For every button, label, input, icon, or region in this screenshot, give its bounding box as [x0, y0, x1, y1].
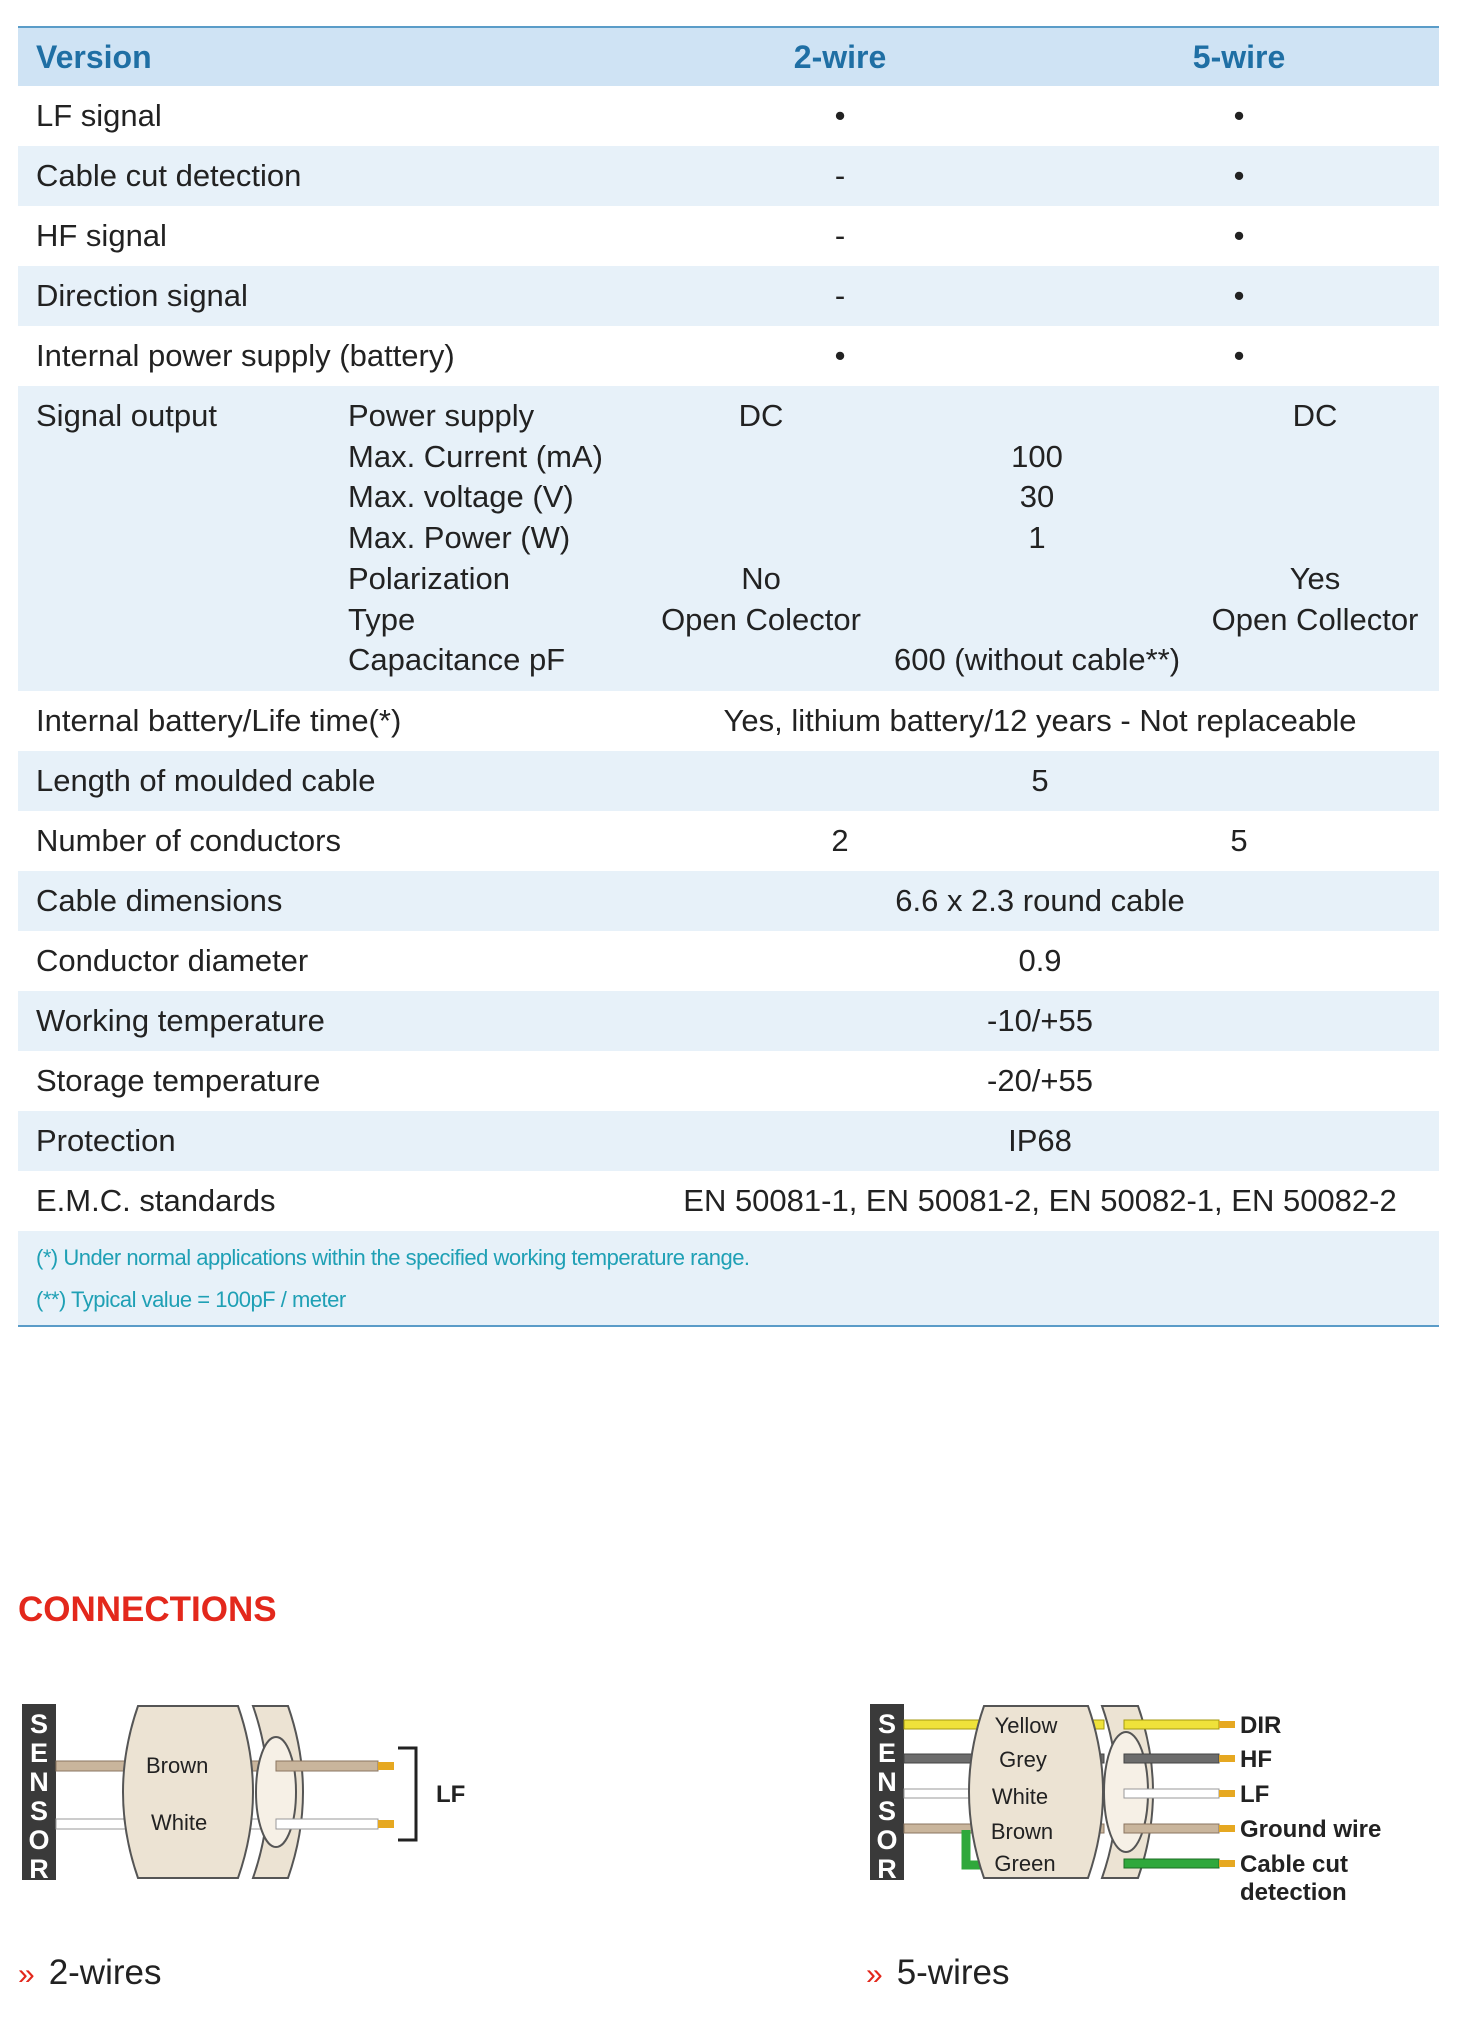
- cable-jacket: [123, 1706, 253, 1878]
- two-wire-diagram: [18, 1700, 498, 1890]
- table-row: LF signal • •: [36, 98, 1245, 133]
- type-line: Type Open Colector Open Collector: [348, 602, 1419, 637]
- signal-output-row: [18, 386, 1439, 691]
- wire-label-white: White: [991, 1784, 1049, 1809]
- polarization-line: Polarization No Yes: [348, 561, 1341, 596]
- param-name: Max. Power (W): [348, 520, 571, 555]
- param-name: Capacitance pF: [348, 642, 566, 677]
- sensor-letter: R: [877, 1854, 897, 1884]
- footnote-capacitance: (**) Typical value = 100pF / meter: [36, 1287, 346, 1312]
- sensor-letter: S: [877, 1796, 897, 1826]
- row-label: Working temperature: [36, 1003, 325, 1038]
- spec-table: [18, 26, 1439, 1327]
- row-label: Conductor diameter: [36, 943, 309, 978]
- param-name: Polarization: [348, 561, 510, 596]
- table-row: Internal battery/Life time(*) Yes, lithium battery/12 years - Not replaceable: [36, 703, 1357, 738]
- table-row: Conductor diameter 0.9: [36, 943, 1062, 978]
- power-supply-line: Power supply DC DC: [348, 398, 1338, 433]
- param-name: Max. voltage (V): [348, 479, 574, 514]
- param-name: Max. Current (mA): [348, 439, 603, 474]
- sensor-letter: O: [28, 1825, 50, 1855]
- sensor-letter: R: [29, 1854, 49, 1884]
- sensor-letter: N: [877, 1767, 897, 1797]
- table-row: Number of conductors 2 5: [36, 823, 1248, 858]
- connections-title: CONNECTIONS: [18, 1590, 277, 1629]
- caption-text: 5-wires: [896, 1953, 1010, 1992]
- wire-label-yellow: Yellow: [994, 1713, 1058, 1738]
- max-voltage-line: Max. voltage (V) 30: [348, 479, 1055, 514]
- caption-5-wires: [866, 1953, 1009, 1993]
- caption-2-wires: [18, 1953, 161, 1993]
- header-version: Version: [36, 38, 152, 75]
- footnote-battery: (*) Under normal applications within the specified working temperature range.: [36, 1245, 750, 1270]
- table-row: Length of moulded cable 5: [18, 751, 1439, 811]
- table-row: HF signal - •: [36, 218, 1245, 253]
- output-label-detection: detection: [1240, 1879, 1347, 1906]
- row-label: E.M.C. standards: [36, 1183, 276, 1218]
- wire-label-white: White: [151, 1810, 208, 1835]
- output-label-hf: HF: [1240, 1746, 1272, 1773]
- row-label: Cable cut detection: [36, 158, 302, 193]
- param-name: Power supply: [348, 398, 535, 433]
- five-wire-diagram: [866, 1700, 1426, 1920]
- wire-label-brown: Brown: [990, 1819, 1054, 1844]
- row-label: Direction signal: [36, 278, 248, 313]
- row-label: Internal battery/Life time(*): [36, 703, 402, 738]
- table-footnotes: [18, 1231, 1439, 1327]
- output-label-dir: DIR: [1240, 1712, 1282, 1739]
- caption-text: 2-wires: [48, 1953, 162, 1992]
- row-label: Storage temperature: [36, 1063, 321, 1098]
- table-row: Working temperature -10/+55: [18, 991, 1439, 1051]
- row-label: Cable dimensions: [36, 883, 283, 918]
- table-row: Direction signal - •: [18, 266, 1439, 326]
- row-label: Protection: [36, 1123, 176, 1158]
- wire-label-green: Green: [994, 1851, 1056, 1876]
- row-label: Length of moulded cable: [36, 763, 376, 798]
- chevron-icon: »: [866, 1958, 883, 1991]
- wire-label-brown: Brown: [146, 1753, 209, 1778]
- table-row: Cable cut detection - •: [18, 146, 1439, 206]
- table-row: Storage temperature -20/+55: [36, 1063, 1094, 1098]
- output-label-ground: Ground wire: [1240, 1816, 1382, 1843]
- row-label: Internal power supply (battery): [36, 338, 455, 373]
- signal-output-label: Signal output: [36, 398, 217, 433]
- output-label-lf: LF: [436, 1781, 466, 1808]
- sensor-letter: E: [29, 1738, 49, 1768]
- output-label-lf: LF: [1240, 1781, 1270, 1808]
- table-row: E.M.C. standards EN 50081-1, EN 50081-2, EN 50082-1, EN 50082-2: [36, 1183, 1397, 1218]
- sensor-letter: S: [29, 1709, 49, 1739]
- row-label: HF signal: [36, 218, 167, 253]
- sensor-letter: S: [29, 1796, 49, 1826]
- chevron-icon: »: [18, 1958, 35, 1991]
- sensor-letter: E: [877, 1738, 897, 1768]
- table-header: Version 2-wire 5-wire: [18, 26, 1439, 86]
- row-label: Number of conductors: [36, 823, 341, 858]
- param-name: Type: [348, 602, 416, 637]
- row-label: LF signal: [36, 98, 162, 133]
- sensor-letter: O: [876, 1825, 898, 1855]
- sensor-letter: N: [29, 1767, 49, 1797]
- wire-label-grey: Grey: [999, 1747, 1047, 1772]
- max-power-line: Max. Power (W) 1: [348, 520, 1046, 555]
- table-row: Internal power supply (battery) • •: [36, 338, 1245, 373]
- table-row: Protection IP68: [18, 1111, 1439, 1171]
- table-row: Cable dimensions 6.6 x 2.3 round cable: [18, 871, 1439, 931]
- capacitance-line: Capacitance pF 600 (without cable**): [348, 642, 1181, 677]
- sensor-letter: S: [877, 1709, 897, 1739]
- max-current-line: Max. Current (mA) 100: [348, 439, 1063, 474]
- output-label-cable-cut: Cable cut: [1240, 1851, 1349, 1878]
